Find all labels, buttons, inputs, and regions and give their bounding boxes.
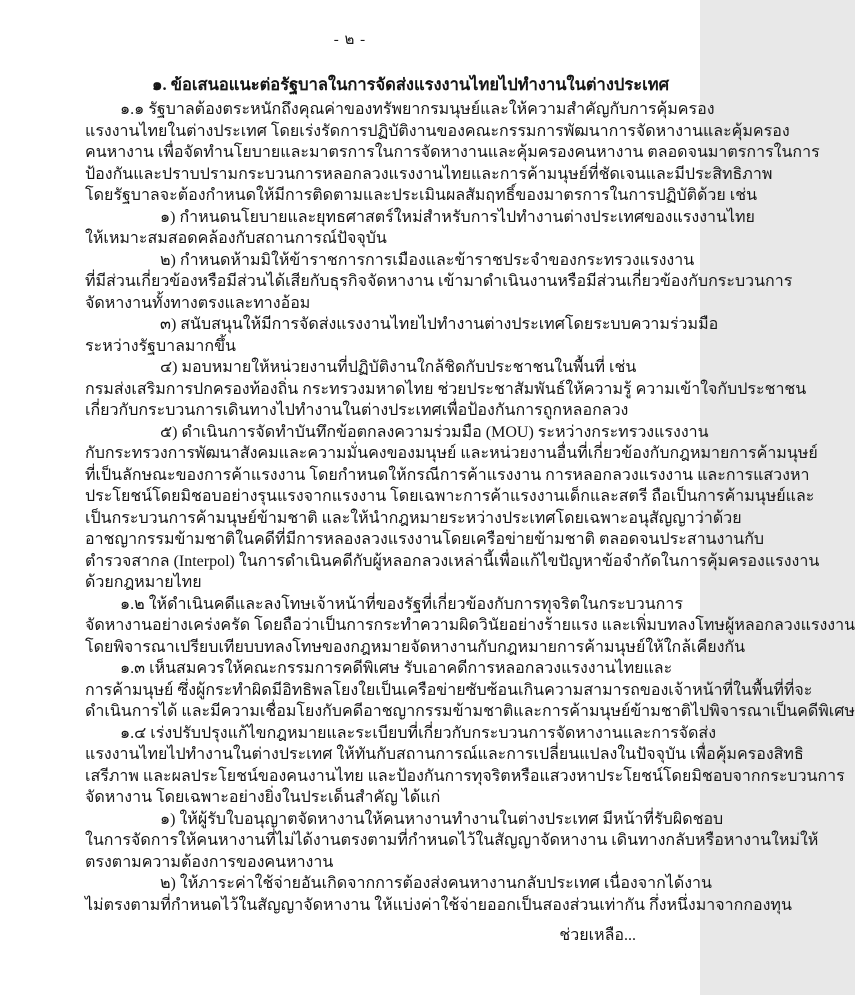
text-line: เป็นกระบวนการค้ามนุษย์ข้ามชาติ และให้นำกฎหมายระหว่างประเทศโดยเฉพาะอนุสัญญาว่าด้วย <box>85 509 742 527</box>
text-line: ตำรวจสากล (Interpol) ในการดำเนินคดีกับผู้หลอกลวงเหล่านี้เพื่อแก้ไขปัญหาข้อจำกัดในการคุ้มครองแรงงาน <box>85 552 820 570</box>
text-line: ๔) มอบหมายให้หน่วยงานที่ปฏิบัติงานใกล้ชิดกับประชาชนในพื้นที่ เช่น <box>160 359 637 376</box>
text-line: แรงงานไทยในต่างประเทศ โดยเร่งรัดการปฏิบัติงานของคณะกรรมการพัฒนาการจัดหางานและคุ้มครอง <box>85 122 790 140</box>
text-line: กับกระทรวงการพัฒนาสังคมและความมั่นคงของมนุษย์ และหน่วยงานอื่นที่เกี่ยวข้องกับกฎหมายการค้ามนุษย์ <box>85 445 818 462</box>
text-line: ระหว่างรัฐบาลมากขึ้น <box>85 337 236 355</box>
text-line: ด้วยกฎหมายไทย <box>85 574 202 591</box>
text-line: ให้เหมาะสมสอดคล้องกับสถานการณ์ปัจจุบัน <box>85 230 387 247</box>
text-line: ดำเนินการได้ และมีความเชื่อมโยงกับคดีอาชญากรรมข้ามชาติและการค้ามนุษย์ข้ามชาติไปพิจารณาเป็นคดีพิเศษ <box>85 703 855 720</box>
text-line: ที่เป็นลักษณะของการค้าแรงงาน โดยกำหนดให้กรณีการค้าแรงงาน การหลอกลวงแรงงาน และการแสวงหา <box>85 466 810 484</box>
text-line: ๑.๔ เร่งปรับปรุงแก้ไขกฎหมายและระเบียบที่เกี่ยวกับกระบวนการจัดหางานและการจัดส่ง <box>120 724 717 742</box>
text-line: ประโยชน์โดยมิชอบอย่างรุนแรงจากแรงงาน โดยเฉพาะการค้าแรงงานเด็กและสตรี ถือเป็นการค้ามนุษย์และ <box>85 488 815 505</box>
text-line: ๑) ให้ผู้รับใบอนุญาตจัดหางานให้คนหางานทำงานในต่างประเทศ มีหน้าที่รับผิดชอบ <box>160 810 724 828</box>
text-line: ๓) สนับสนุนให้มีการจัดส่งแรงงานไทยไปทำงานต่างประเทศโดยระบบความร่วมมือ <box>160 316 719 333</box>
text-line: ๑.๒ ให้ดำเนินคดีและลงโทษเจ้าหน้าที่ของรัฐที่เกี่ยวข้องกับการทุจริตในกระบวนการ <box>120 595 683 613</box>
text-line: ๑) กำหนดนโยบายและยุทธศาสตร์ใหม่สำหรับการไปทำงานต่างประเทศของแรงงานไทย <box>160 208 755 226</box>
text-line: โดยพิจารณาเปรียบเทียบบทลงโทษของกฎหมายจัดหางานกับกฎหมายการค้ามนุษย์ให้ใกล้เคียงกัน <box>85 638 745 656</box>
text-line: คนหางาน เพื่อจัดทำนโยบายและมาตรการในการจัดหางานและคุ้มครองคนหางาน ตลอดจนมาตรการในการ <box>85 144 820 161</box>
text-line: การค้ามนุษย์ ซึ่งผู้กระทำผิดมีอิทธิพลโยงใยเป็นเครือข่ายซับซ้อนเกินความสามารถของเจ้าหน้าที่ในพื้นที่ที่จะ <box>85 681 813 699</box>
text-line: โดยรัฐบาลจะต้องกำหนดให้มีการติดตามและประเมินผลสัมฤทธิ์ของมาตรการในการปฏิบัติด้วย เช่น <box>85 187 758 204</box>
text-line: เสรีภาพ และผลประโยชน์ของคนงานไทย และป้องกันการทุจริตหรือแสวงหาประโยชน์โดยมิชอบจากกระบวนการ <box>85 767 845 785</box>
document-body <box>85 99 855 916</box>
text-line: ที่มีส่วนเกี่ยวข้องหรือมีส่วนได้เสียกับธุรกิจจัดหางาน เข้ามาดำเนินงานหรือมีส่วนเกี่ยวข้องกับกระบวนการ <box>85 273 793 290</box>
text-line: จัดหางานทั้งทางตรงและทางอ้อม <box>85 294 311 312</box>
text-line: ไม่ตรงตามที่กำหนดไว้ในสัญญาจัดหางาน ให้แบ่งค่าใช้จ่ายออกเป็นสองส่วนเท่ากัน กึ่งหนึ่งมาจากกองทุน <box>85 896 792 914</box>
text-line: อาชญากรรมข้ามชาติในคดีที่มีการหลองลวงแรงงานโดยเครือข่ายข้ามชาติ ตลอดจนประสานงานกับ <box>85 531 765 548</box>
text-line: ในการจัดการให้คนหางานที่ไม่ได้งานตรงตามที่กำหนดไว้ในสัญญาจัดหางาน เดินทางกลับหรือหางานใหม่ให้ <box>85 832 819 849</box>
text-line: ๕) ดำเนินการจัดทำบันทึกข้อตกลงความร่วมมือ (MOU) ระหว่างกระทรวงแรงงาน <box>160 423 709 441</box>
text-line: จัดหางานอย่างเคร่งครัด โดยถือว่าเป็นการกระทำความผิดวินัยอย่างร้ายแรง และเพิ่มบทลงโทษผู้หลอกลวงแรงงาน <box>85 617 855 634</box>
text-line: ๑.๓ เห็นสมควรให้คณะกรรมการคดีพิเศษ รับเอาคดีการหลอกลวงแรงงานไทยและ <box>120 660 673 677</box>
continuation-note: ช่วยเหลือ... <box>559 927 636 944</box>
text-line: กรมส่งเสริมการปกครองท้องถิ่น กระทรวงมหาดไทย ช่วยประชาสัมพันธ์ให้ความรู้ ความเข้าใจกับประชาชน <box>85 380 807 398</box>
text-line: ป้องกันและปราบปรามกระบวนการหลอกลวงแรงงานไทยและการค้ามนุษย์ที่ชัดเจนและมีประสิทธิภาพ <box>85 165 773 183</box>
page-number: - ๒ - <box>333 32 367 48</box>
text-line: ตรงตามความต้องการของคนหางาน <box>85 853 334 871</box>
text-line: เกี่ยวกับกระบวนการเดินทางไปทำงานในต่างประเทศเพื่อป้องกันการถูกหลอกลวง <box>85 402 629 419</box>
text-line: ๒) ให้ภาระค่าใช้จ่ายอันเกิดจากการต้องส่งคนหางานกลับประเทศ เนื่องจากได้งาน <box>160 875 712 892</box>
section-heading: ๑. ข้อเสนอแนะต่อรัฐบาลในการจัดส่งแรงงานไทยไปทำงานในต่างประเทศ <box>152 75 670 94</box>
text-line: ๒) กำหนดห้ามมิให้ข้าราชการการเมืองและข้าราชประจำของกระทรวงแรงงาน <box>160 251 695 269</box>
text-line: จัดหางาน โดยเฉพาะอย่างยิ่งในประเด็นสำคัญ ได้แก่ <box>85 789 441 806</box>
text-line: ๑.๑ รัฐบาลต้องตระหนักถึงคุณค่าของทรัพยากรมนุษย์และให้ความสำคัญกับการคุ้มครอง <box>120 101 715 118</box>
text-line: แรงงานไทยไปทำงานในต่างประเทศ ให้ทันกับสถานการณ์และการเปลี่ยนแปลงในปัจจุบัน เพื่อคุ้มครองสิทธิ <box>85 746 804 763</box>
